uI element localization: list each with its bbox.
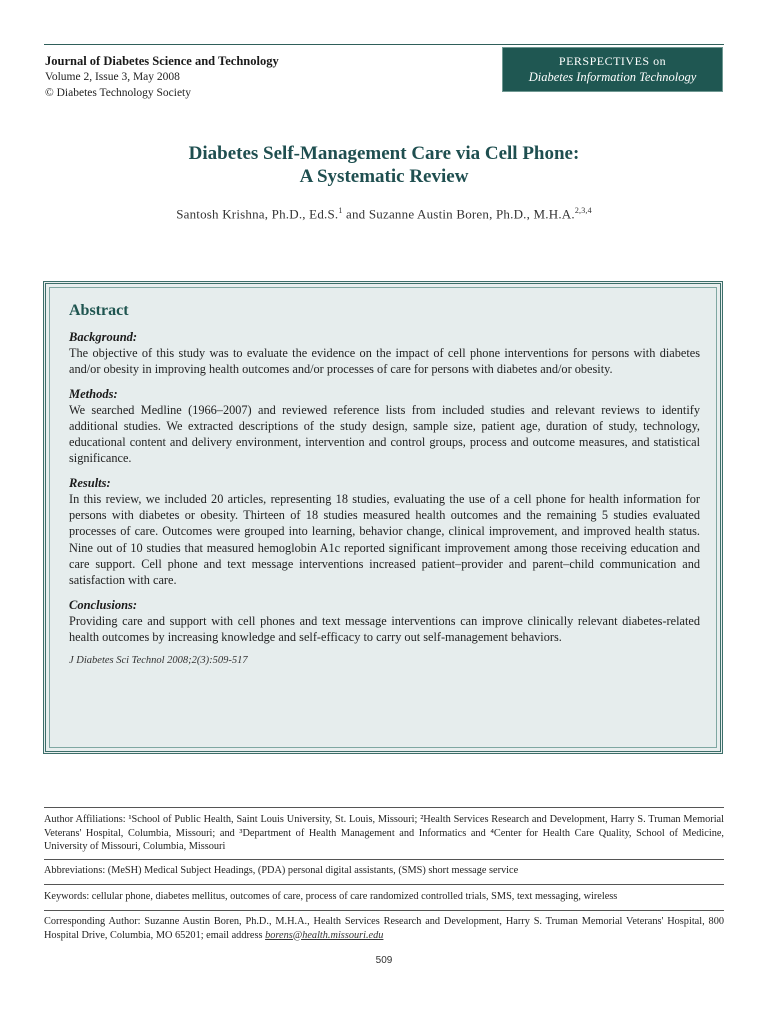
- footer-rule-3: [44, 884, 724, 885]
- footer-rule-2: [44, 859, 724, 860]
- section-badge-line2: Diabetes Information Technology: [528, 70, 697, 84]
- abbreviations: Abbreviations: (MeSH) Medical Subject Headings, (PDA) personal digital assistants, (SMS) short message service: [44, 865, 519, 876]
- keywords: Keywords: cellular phone, diabetes mellitus, outcomes of care, process of care randomized controlled trials, SMS, text messaging, wireless: [44, 891, 618, 902]
- conclusions-text: Providing care and support with cell phones and text message interventions can improve clinically relevant diabetes-related health outcomes by increasing knowledge and self-efficacy to carry out self-management behaviors.: [69, 613, 700, 644]
- article-title-line2: A Systematic Review: [299, 166, 469, 187]
- header-rule: [44, 44, 724, 45]
- author-joiner: and: [342, 206, 369, 222]
- abstract-heading: Abstract: [69, 302, 129, 319]
- article-title-line1: Diabetes Self-Management Care via Cell Phone:: [188, 143, 580, 164]
- footer-rule-1: [44, 807, 724, 808]
- results-heading: Results:: [69, 475, 111, 490]
- section-badge: [502, 47, 723, 92]
- journal-volume: Volume 2, Issue 3, May 2008: [45, 71, 180, 83]
- author-1-affiliation: 1: [338, 206, 343, 215]
- journal-society: © Diabetes Technology Society: [45, 87, 192, 99]
- methods-text: We searched Medline (1966–2007) and reviewed reference lists from included studies and relevant reviews to identify additional studies. We extracted descriptions of the study design, sample size, patient age, duration of study, technology, educational content and delivery environment, intervention and control groups, process and outcome measures, and statistical significance.: [69, 402, 700, 466]
- background-text: The objective of this study was to evaluate the evidence on the impact of cell phone interventions for persons with diabetes and/or obesity in improving health outcomes and/or processes of care for persons with diabetes and/or obesity.: [69, 346, 700, 377]
- results-text: In this review, we included 20 articles, representing 18 studies, evaluating the use of a cell phone for health information for persons with diabetes or obesity. Thirteen of 18 studies measured health outcomes and the remaining 5 studies evaluated processes of care. Outcomes were grouped into learning, behavior change, clinical improvement, and improved health status. Nine out of 10 studies that measured hemoglobin A1c reported significant improvement among those receiving education and care support. Cell phone and text message interventions increased patient–provider and parent–child communication and satisfaction with care.: [69, 491, 700, 588]
- abstract-inner: [49, 287, 717, 748]
- journal-name: Journal of Diabetes Science and Technology: [45, 54, 279, 68]
- abstract-box: [43, 281, 723, 754]
- corresponding-text: Corresponding Author: Suzanne Austin Boren, Ph.D., M.H.A., Health Services Research and Development, Harry S. Truman Memorial Veterans' Hospital, 800 Hospital Drive, Columbia, MO 65201; email address: [44, 916, 724, 941]
- author-2: Suzanne Austin Boren, Ph.D., M.H.A.: [368, 206, 575, 222]
- affiliations-text: ¹School of Public Health, Saint Louis University, St. Louis, Missouri; ²Health Services Research and Development, Harry S. Truman Memorial Veterans' Hospital, Columbia, Missouri; and ³Department of Health Management and Informatics and ⁴Center for Health Care Quality, School of Medicine, University of Missouri, Columbia, Missouri: [44, 814, 724, 852]
- footer-rule-4: [44, 910, 724, 911]
- methods-heading: Methods:: [69, 386, 118, 401]
- affiliations-label: Author Affiliations:: [44, 814, 129, 825]
- author-affiliations: [44, 813, 724, 854]
- email-link[interactable]: borens@health.missouri.edu: [265, 929, 384, 941]
- author-list: [0, 206, 768, 222]
- journal-header: [45, 53, 279, 101]
- page-number: 509: [375, 955, 393, 966]
- corresponding-author: [44, 915, 724, 942]
- background-heading: Background:: [69, 330, 138, 344]
- author-1: Santosh Krishna, Ph.D., Ed.S.: [176, 206, 339, 222]
- conclusions-heading: Conclusions:: [69, 597, 138, 612]
- author-2-affiliation: 2,3,4: [574, 206, 592, 215]
- section-badge-line1: PERSPECTIVES on: [558, 54, 667, 68]
- citation: J Diabetes Sci Technol 2008;2(3):509-517: [69, 655, 248, 667]
